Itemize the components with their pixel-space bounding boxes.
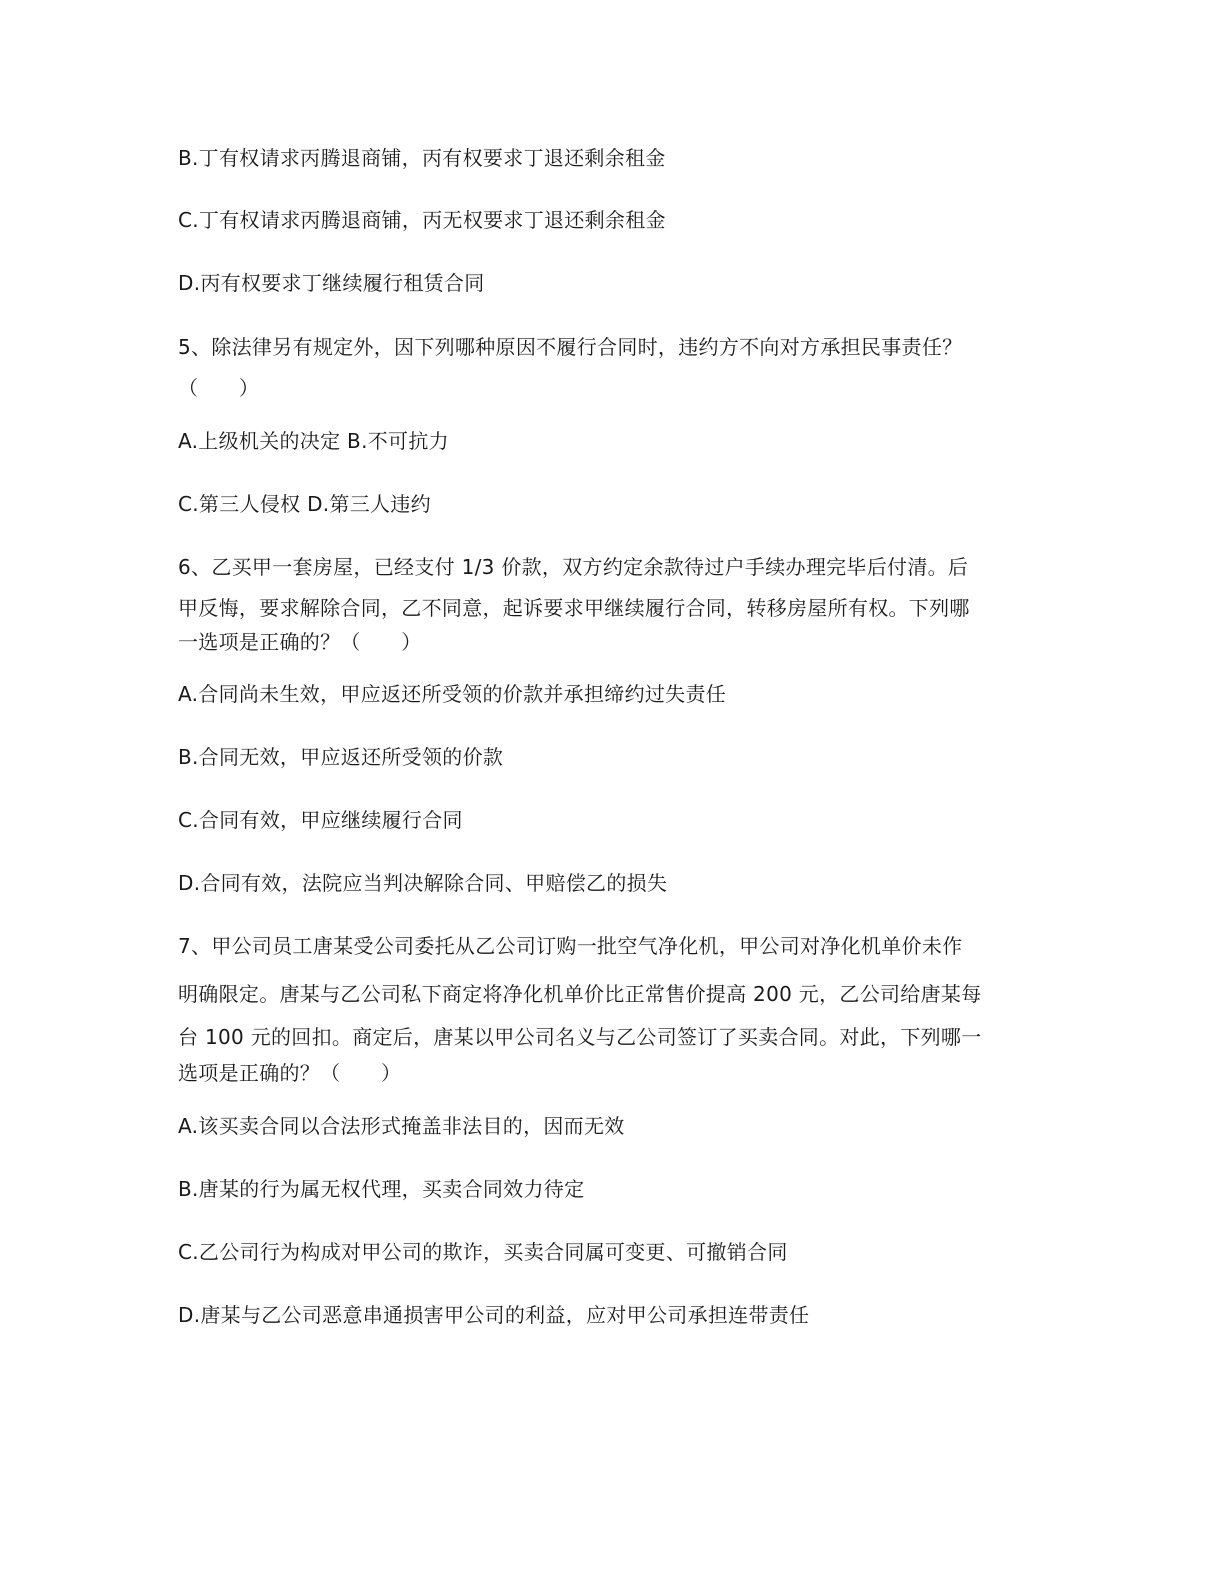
question-7-line-4: 选项是正确的？（ ） [178, 1061, 402, 1085]
option-d-q7: D.唐某与乙公司恶意串通损害甲公司的利益，应对甲公司承担连带责任 [178, 1303, 810, 1327]
option-a-q7: A.该买卖合同以合法形式掩盖非法目的，因而无效 [178, 1114, 625, 1138]
question-5-blank: （ ） [178, 376, 260, 400]
option-b-q6: B.合同无效，甲应返还所受领的价款 [178, 745, 504, 769]
question-6-line-1: 6、乙买甲一套房屋，已经支付 1/3 价款，双方约定余款待过户手续办理完毕后付清。后 [178, 555, 969, 579]
option-d-q4: D.丙有权要求丁继续履行租赁合同 [178, 271, 485, 295]
question-6-line-3: 一选项是正确的？（ ） [178, 630, 422, 654]
question-7-line-2: 明确限定。唐某与乙公司私下商定将净化机单价比正常售价提高 200 元，乙公司给唐某每 [178, 982, 982, 1006]
question-6-line-2: 甲反悔，要求解除合同，乙不同意，起诉要求甲继续履行合同，转移房屋所有权。下列哪 [178, 596, 970, 620]
option-b-q4: B.丁有权请求丙腾退商铺，丙有权要求丁退还剩余租金 [178, 146, 666, 170]
question-5: 5、除法律另有规定外，因下列哪种原因不履行合同时，违约方不向对方承担民事责任？ [178, 335, 963, 359]
options-ab-q5: A.上级机关的决定 B.不可抗力 [178, 429, 449, 453]
option-a-q6: A.合同尚未生效，甲应返还所受领的价款并承担缔约过失责任 [178, 682, 727, 706]
option-c-q7: C.乙公司行为构成对甲公司的欺诈，买卖合同属可变更、可撤销合同 [178, 1240, 788, 1264]
option-c-q6: C.合同有效，甲应继续履行合同 [178, 808, 463, 832]
option-b-q7: B.唐某的行为属无权代理，买卖合同效力待定 [178, 1177, 585, 1201]
question-7-line-3: 台 100 元的回扣。商定后，唐某以甲公司名义与乙公司签订了买卖合同。对此，下列哪一 [178, 1025, 982, 1049]
options-cd-q5: C.第三人侵权 D.第三人违约 [178, 492, 431, 516]
option-c-q4: C.丁有权请求丙腾退商铺，丙无权要求丁退还剩余租金 [178, 208, 666, 232]
option-d-q6: D.合同有效，法院应当判决解除合同、甲赔偿乙的损失 [178, 871, 668, 895]
question-7-line-1: 7、甲公司员工唐某受公司委托从乙公司订购一批空气净化机，甲公司对净化机单价未作 [178, 934, 963, 958]
